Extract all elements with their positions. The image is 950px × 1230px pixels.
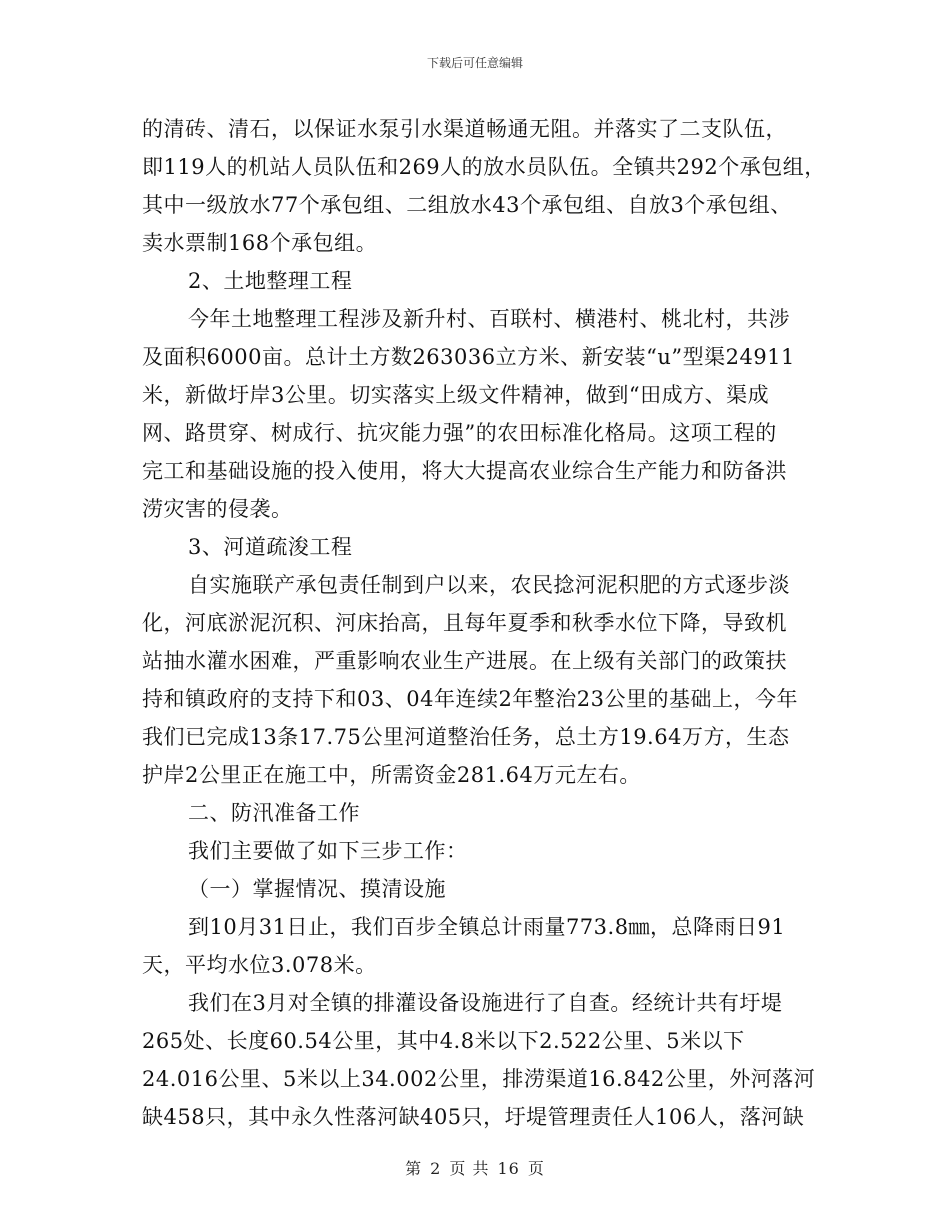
text-line: 到10月31日止，我们百步全镇总计雨量773.8㎜，总降雨日91 [188, 915, 786, 939]
text-line: 网、路贯穿、树成行、抗灾能力强”的农田标准化格局。这项工程的 [142, 421, 777, 445]
text-line: 自实施联产承包责任制到户以来，农民捻河泥积肥的方式逐步淡 [188, 573, 790, 597]
subsection-heading: （一）掌握情况、摸清设施 [188, 877, 446, 901]
text-line: 持和镇政府的支持下和03、04年连续2年整治23公里的基础上，今年 [142, 687, 799, 711]
section-heading: 二、防汛准备工作 [188, 801, 360, 825]
text-line: 缺458只，其中永久性落河缺405只，圩堤管理责任人106人，落河缺 [142, 1105, 805, 1129]
text-line: 完工和基础设施的投入使用，将大大提高农业综合生产能力和防备洪 [142, 459, 787, 483]
footer-middle: 页 共 [449, 1159, 490, 1178]
text-line: 24.016公里、5米以上34.002公里，排涝渠道16.842公里，外河落河 [142, 1067, 816, 1091]
footer-prefix: 第 [405, 1159, 423, 1178]
text-line: 265处、长度60.54公里，其中4.8米以下2.522公里、5米以下 [142, 1029, 745, 1053]
text-line: 天，平均水位3.078米。 [142, 953, 377, 977]
page-header-note: 下载后可任意编辑 [426, 56, 523, 70]
text-line: 卖水票制168个承包组。 [142, 231, 378, 255]
text-line: 我们主要做了如下三步工作： [188, 839, 468, 863]
footer-total-pages: 16 [497, 1159, 520, 1178]
text-line: 涝灾害的侵袭。 [142, 497, 293, 521]
document-body [142, 110, 826, 1136]
text-line: 及面积6000亩。总计土方数263036立方米、新安装“u”型渠24911 [142, 345, 795, 369]
footer-page-number: 2 [430, 1159, 442, 1178]
text-line: 化，河底淤泥沉积、河床抬高，且每年夏季和秋季水位下降，导致机 [142, 611, 787, 635]
text-line: 我们已完成13条17.75公里河道整治任务，总土方19.64万方，生态 [142, 725, 790, 749]
text-line: 米，新做圩岸3公里。切实落实上级文件精神，做到“田成方、渠成 [142, 383, 770, 407]
text-line: 我们在3月对全镇的排灌设备设施进行了自查。经统计共有圩堤 [188, 991, 783, 1015]
text-line: 其中一级放水77个承包组、二组放水43个承包组、自放3个承包组、 [142, 193, 792, 217]
section-heading: 3、河道疏浚工程 [188, 535, 353, 559]
text-line: 即119人的机站人员队伍和269人的放水员队伍。全镇共292个承包组， [142, 155, 826, 179]
footer-suffix: 页 [527, 1159, 545, 1178]
text-line: 的清砖、清石，以保证水泵引水渠道畅通无阻。并落实了二支队伍， [142, 117, 787, 141]
text-line: 护岸2公里正在施工中，所需资金281.64万元左右。 [142, 763, 641, 787]
page-footer [0, 1156, 950, 1179]
text-line: 今年土地整理工程涉及新升村、百联村、横港村、桃北村，共涉 [188, 307, 790, 331]
text-line: 站抽水灌水困难，严重影响农业生产进展。在上级有关部门的政策扶 [142, 649, 787, 673]
section-heading: 2、土地整理工程 [188, 269, 353, 293]
